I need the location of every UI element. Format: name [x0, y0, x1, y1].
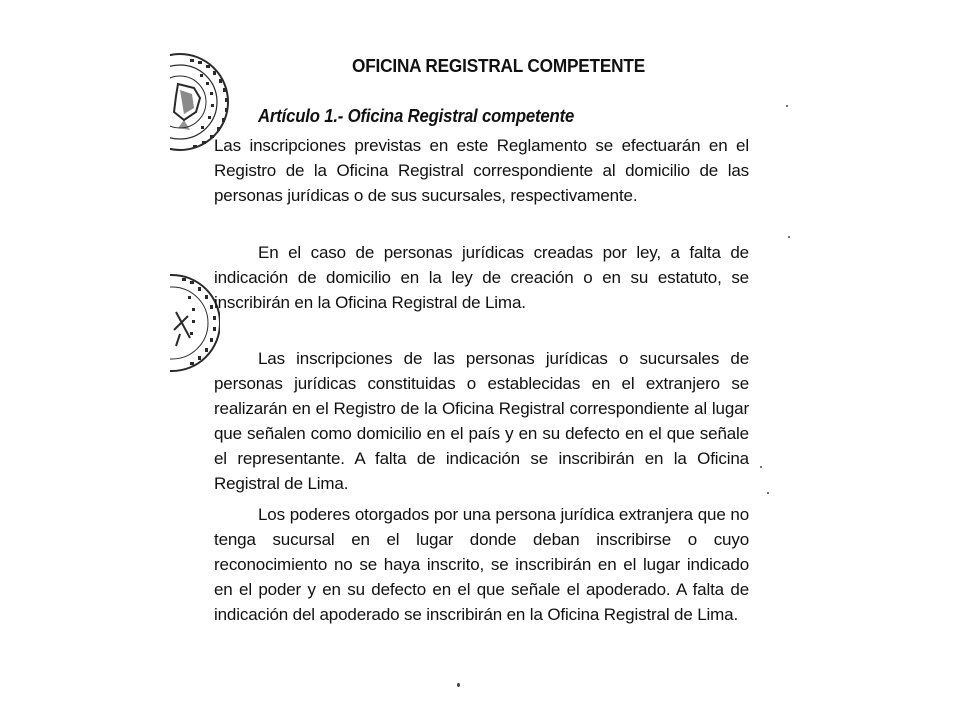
paragraph-3-text: Las inscripciones de las personas jurídicas o sucursales de personas jurídicas constituidas o establecidas en el extranjero se realizarán en el Registro de la Oficina Registral correspondiente al lugar que señalen como domicilio en el país y en su defecto en el que señale el representante. A falta de indicación se inscribirán en la Oficina Registral de Lima. — [214, 349, 749, 493]
paragraph-4-text: Los poderes otorgados por una persona jurídica extranjera que no tenga sucursal en el lugar donde deban inscribirse o cuyo reconocimiento no se haya inscrito, se inscribirán en el lugar indicado en el poder y en su defecto en el que señale el apoderado. A falta de indicación del apoderado se inscribirán en la Oficina Registral de Lima. — [214, 505, 749, 624]
article-heading: Artículo 1.- Oficina Registral competente — [258, 106, 575, 126]
scan-speck — [786, 105, 788, 107]
paragraph-4 — [214, 502, 749, 627]
scan-speck — [767, 492, 769, 494]
scan-speck — [457, 683, 460, 687]
paragraph-3 — [214, 346, 749, 496]
official-seal-stamp-bottom — [170, 268, 220, 378]
paragraph-1: Las inscripciones previstas en este Reglamento se efectuarán en el Registro de la Oficina Registral correspondiente al domicilio de las personas jurídicas o de sus sucursales, respectivamente. — [214, 136, 749, 205]
document-title: OFICINA REGISTRAL COMPETENTE — [352, 55, 646, 76]
paragraph-2-text: En el caso de personas jurídicas creadas por ley, a falta de indicación de domicilio en la ley de creación o en su estatuto, se inscribirán en la Oficina Registral de Lima. — [214, 243, 749, 312]
paragraph-2 — [214, 240, 749, 315]
scan-speck — [760, 466, 762, 468]
scan-speck — [788, 236, 790, 238]
